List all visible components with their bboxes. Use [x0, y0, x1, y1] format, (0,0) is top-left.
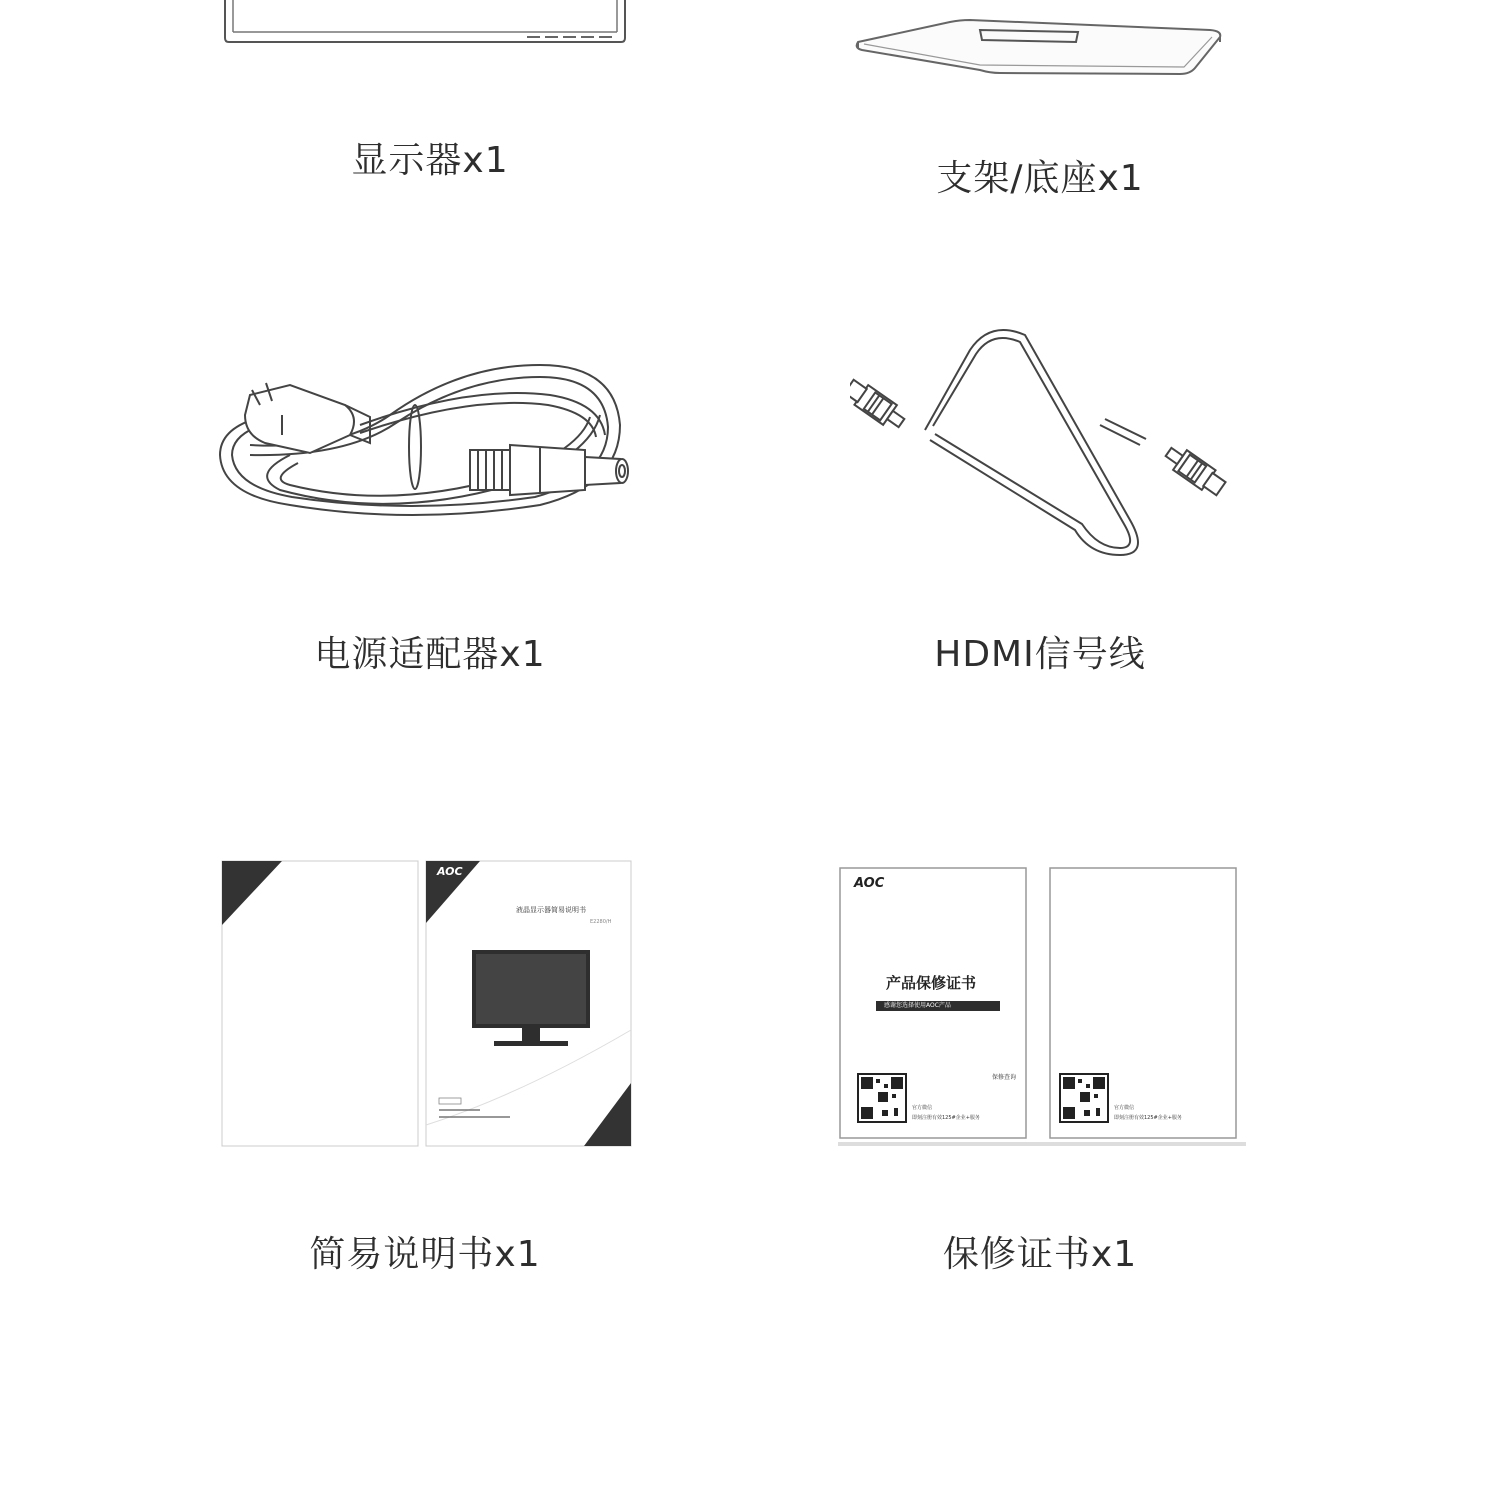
monitor-caption: 显示器x1	[351, 140, 509, 181]
warranty-brand: AOC	[854, 876, 885, 891]
manual-model: E2280/H	[590, 919, 612, 925]
warranty-back-qr-line1: 官方微信	[1114, 1105, 1135, 1111]
quick-manual-caption: 简易说明书x1	[309, 1234, 541, 1275]
stand-base-illustration	[850, 10, 1230, 80]
stand-base-caption: 支架/底座x1	[936, 158, 1144, 199]
warranty-certificate-illustration	[838, 862, 1248, 1152]
warranty-qr-line2: 即刻注册有效125#企业+服务	[912, 1115, 980, 1121]
manual-brand: AOC	[437, 865, 463, 878]
warranty-back-qr-line2: 即刻注册有效125#企业+服务	[1114, 1115, 1182, 1121]
power-adapter-illustration	[210, 355, 650, 545]
warranty-subtitle: 感谢您选择使用AOC产品	[884, 1002, 951, 1009]
warranty-certificate-caption: 保修证书x1	[942, 1234, 1138, 1275]
warranty-qr-line1: 官方微信	[912, 1105, 933, 1111]
hdmi-cable-illustration	[850, 320, 1230, 560]
quick-manual-illustration	[220, 855, 640, 1155]
warranty-stamp: 保修查询	[992, 1074, 1017, 1081]
warranty-title: 产品保修证书	[886, 974, 977, 992]
hdmi-cable-caption: HDMI信号线	[934, 634, 1146, 675]
monitor-illustration	[215, 0, 635, 50]
power-adapter-caption: 电源适配器x1	[314, 634, 546, 675]
manual-title: 液晶显示器简易说明书	[516, 906, 586, 914]
